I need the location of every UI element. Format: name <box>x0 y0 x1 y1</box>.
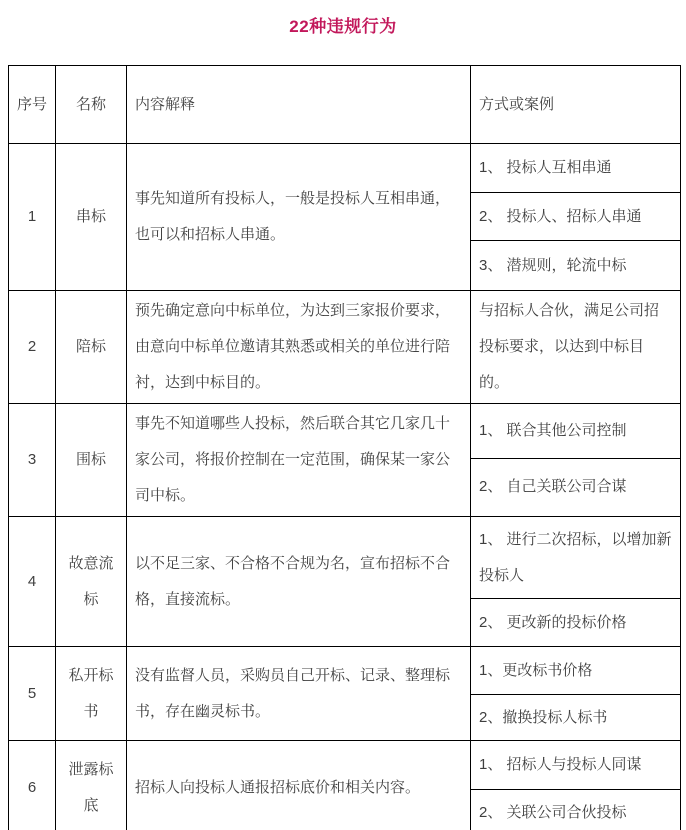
seq-cell: 3 <box>9 404 56 517</box>
case-cell: 1、 招标人与投标人同谋 <box>471 741 681 790</box>
case-cell: 2、 更改新的投标价格 <box>471 599 681 647</box>
case-cell: 3、 潜规则，轮流中标 <box>471 241 681 291</box>
header-case: 方式或案例 <box>471 66 681 144</box>
header-explain: 内容解释 <box>127 66 471 144</box>
case-cell: 2、 自己关联公司合谋 <box>471 458 681 516</box>
explain-cell: 招标人向投标人通报招标底价和相关内容。 <box>127 741 471 830</box>
seq-cell: 4 <box>9 517 56 647</box>
table-row <box>9 517 681 647</box>
explain-cell: 事先不知道哪些人投标，然后联合其它几家几十家公司，将报价控制在一定范围，确保某一家公司中标。 <box>127 404 471 517</box>
explain-cell: 以不足三家、不合格不合规为名，宣布招标不合格，直接流标。 <box>127 517 471 647</box>
table-row <box>9 144 681 291</box>
table-header <box>9 66 681 144</box>
name-cell: 串标 <box>56 144 127 291</box>
header-seq: 序号 <box>9 66 56 144</box>
name-cell: 围标 <box>56 404 127 517</box>
explain-cell: 预先确定意向中标单位，为达到三家报价要求，由意向中标单位邀请其熟悉或相关的单位进行陪衬，达到中标目的。 <box>127 291 471 404</box>
case-cell: 2、 投标人、招标人串通 <box>471 193 681 241</box>
case-cell: 2、 关联公司合伙投标 <box>471 790 681 830</box>
seq-cell: 6 <box>9 741 56 830</box>
case-cell: 与招标人合伙，满足公司招投标要求，以达到中标目的。 <box>471 291 681 404</box>
title-bar <box>0 0 686 65</box>
case-cell: 1、更改标书价格 <box>471 647 681 695</box>
page-title: 22种违规行为 <box>289 17 397 36</box>
table-row <box>9 291 681 404</box>
explain-cell: 没有监督人员，采购员自己开标、记录、整理标书，存在幽灵标书。 <box>127 647 471 741</box>
seq-cell: 2 <box>9 291 56 404</box>
seq-cell: 5 <box>9 647 56 741</box>
case-cell: 1、 投标人互相串通 <box>471 144 681 193</box>
name-cell: 故意流标 <box>56 517 127 647</box>
name-cell: 陪标 <box>56 291 127 404</box>
header-name: 名称 <box>56 66 127 144</box>
case-cell: 1、 联合其他公司控制 <box>471 404 681 459</box>
table-row <box>9 404 681 517</box>
violations-table <box>8 65 681 830</box>
table-row <box>9 647 681 741</box>
name-cell: 私开标书 <box>56 647 127 741</box>
case-cell: 1、 进行二次招标，以增加新投标人 <box>471 517 681 599</box>
case-cell: 2、撤换投标人标书 <box>471 695 681 741</box>
seq-cell: 1 <box>9 144 56 291</box>
explain-cell: 事先知道所有投标人，一般是投标人互相串通，也可以和招标人串通。 <box>127 144 471 291</box>
table-row <box>9 741 681 830</box>
name-cell: 泄露标底 <box>56 741 127 830</box>
